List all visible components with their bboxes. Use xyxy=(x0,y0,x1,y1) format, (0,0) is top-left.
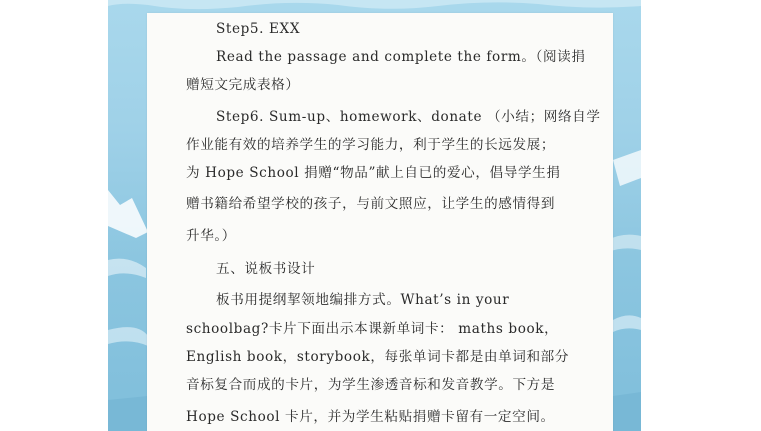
section-heading-blackboard-design: 五、说板书设计 xyxy=(216,261,316,277)
text-line-blackboard-4: 音标复合而成的卡片，为学生渗透音标和发音教学。下方是 xyxy=(186,377,556,393)
text-line-step6-cont-2: 为 Hope School 捐赠“物品”献上自已的爱心，倡导学生捐 xyxy=(186,165,561,181)
text-line-blackboard-2: schoolbag?卡片下面出示本课新单词卡： maths book， xyxy=(186,321,559,337)
text-line-step6-cont-4: 升华。） xyxy=(186,228,236,244)
text-line-blackboard-5: Hope School 卡片，并为学生粘贴捐赠卡留有一定空间。 xyxy=(186,409,555,425)
text-line-step6: Step6. Sum-up、homework、donate （小结；网络自学 xyxy=(216,109,601,125)
text-line-blackboard-3: English book，storybook，每张单词卡都是由单词和部分 xyxy=(186,349,570,365)
text-line-step5-instruction-cont: 赠短文完成表格） xyxy=(186,77,300,93)
text-line-blackboard-1: 板书用提纲挈领地编排方式。What’s in your xyxy=(216,292,510,308)
text-line-step5: Step5. EXX xyxy=(216,21,301,37)
document-page xyxy=(147,13,613,431)
text-line-step5-instruction: Read the passage and complete the form。（阅读捐 xyxy=(216,49,586,65)
text-line-step6-cont-3: 赠书籍给希望学校的孩子，与前文照应，让学生的感情得到 xyxy=(186,196,556,212)
text-line-step6-cont-1: 作业能有效的培养学生的学习能力，利于学生的长远发展； xyxy=(186,137,556,153)
